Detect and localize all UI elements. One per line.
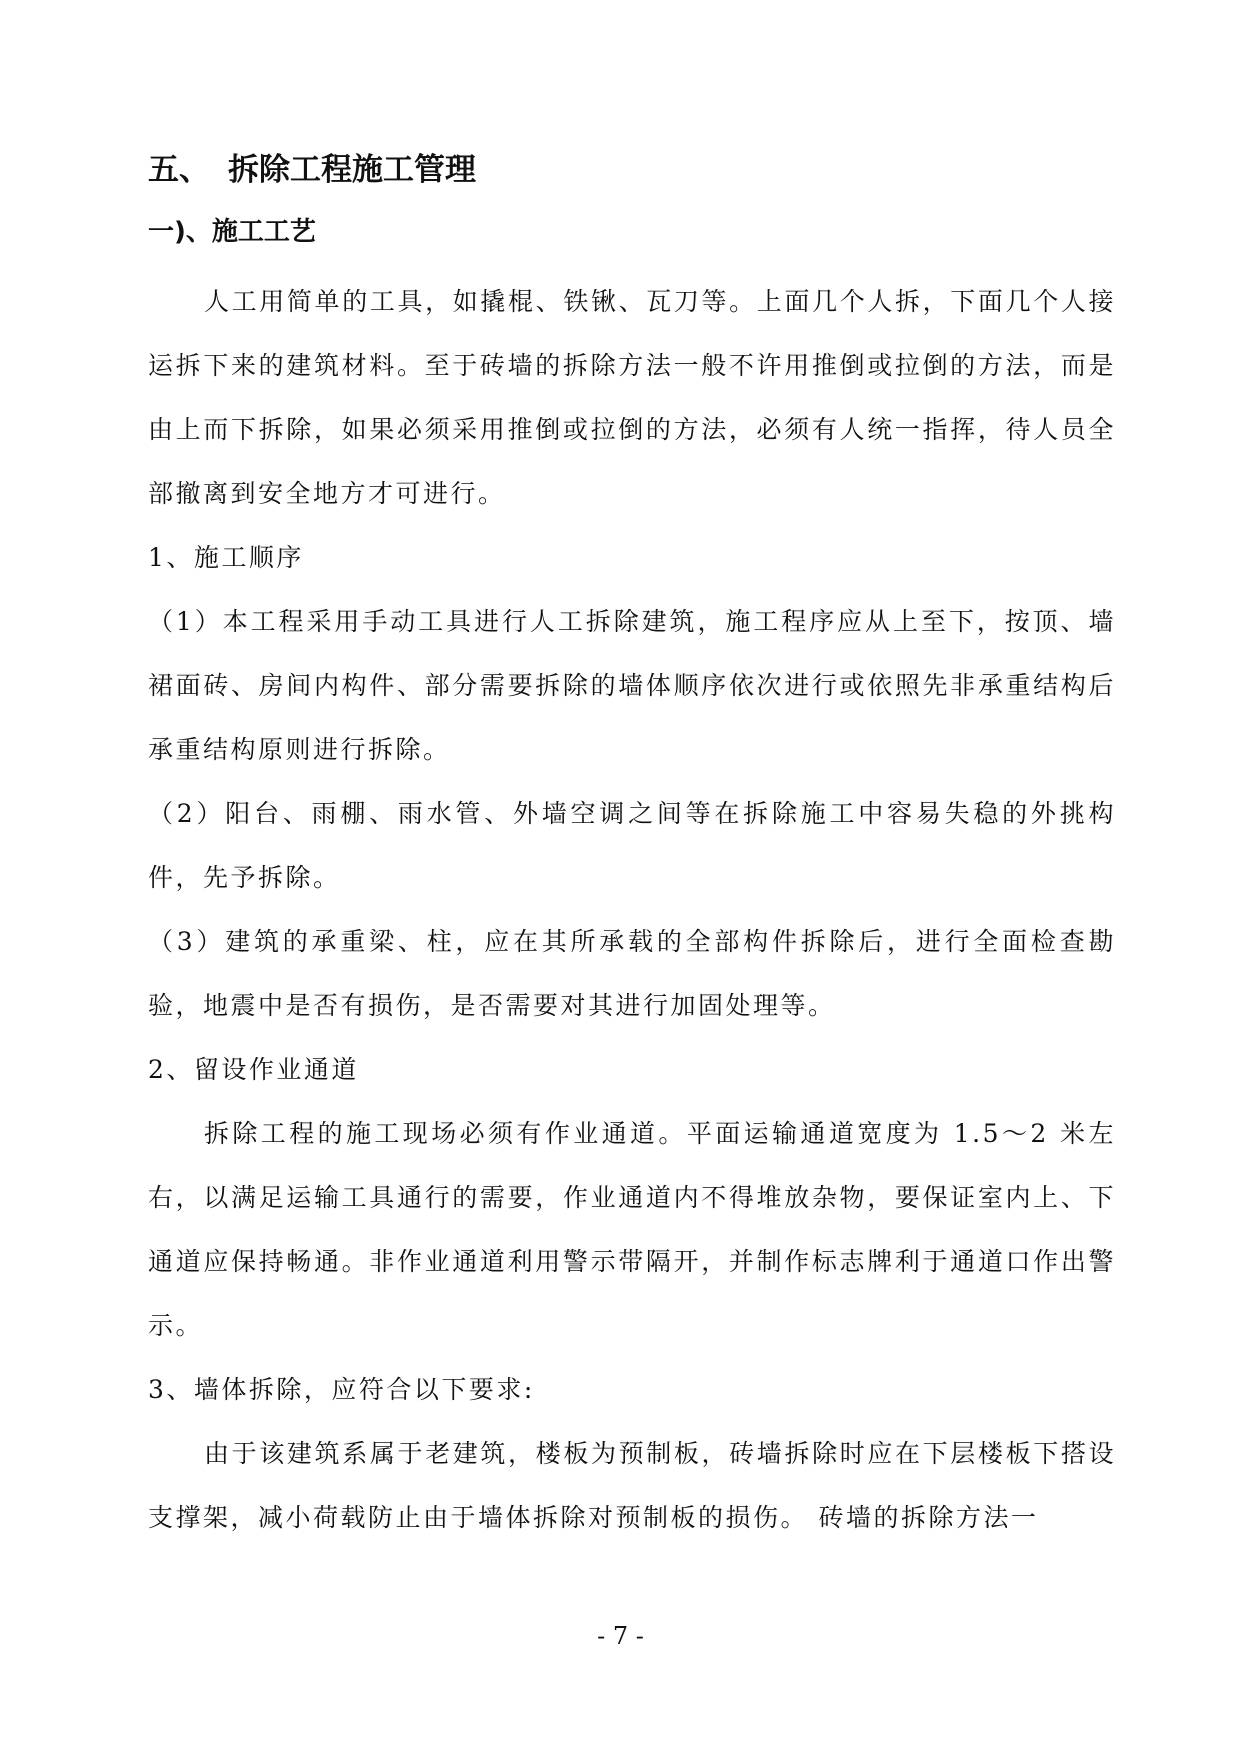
section2-title: 2、留设作业通道 [148,1055,359,1084]
intro-paragraph: 人工用简单的工具，如撬棍、铁锹、瓦刀等。上面几个人拆，下面几个人接运拆下来的建筑材料。至于砖墙的拆除方法一般不许用推倒或拉倒的方法，而是由上而下拆除，如果必须采用推倒或拉倒的方法，必须有人统一指挥，待人员全部撤离到安全地方才可进行。 [148,287,1116,508]
section1-item-3: （3）建筑的承重梁、柱，应在其所承载的全部构件拆除后，进行全面检查勘验，地震中是否有损伤，是否需要对其进行加固处理等。 [148,927,1116,1020]
subsection-heading: 一)、施工工艺 [148,217,316,247]
page-number: - 7 - [597,1622,644,1650]
section2-paragraph: 拆除工程的施工现场必须有作业通道。平面运输通道宽度为 1.5～2 米左右，以满足运输工具通行的需要，作业通道内不得堆放杂物，要保证室内上、下通道应保持畅通。非作业通道利用警示带隔开，并制作标志牌利于通道口作出警示。 [148,1119,1116,1340]
section1-title: 1、施工顺序 [148,543,304,572]
section3-title: 3、墙体拆除，应符合以下要求: [148,1375,535,1404]
section-heading-title: 拆除工程施工管理 [228,152,476,188]
section1-item-2: （2）阳台、雨棚、雨水管、外墙空调之间等在拆除施工中容易失稳的外挑构件，先予拆除。 [148,799,1116,892]
page-content [148,150,1116,1550]
section-heading-number: 五、 [148,152,210,188]
section3-paragraph: 由于该建筑系属于老建筑，楼板为预制板，砖墙拆除时应在下层楼板下搭设支撑架，减小荷载防止由于墙体拆除对预制板的损伤。 砖墙的拆除方法一 [148,1439,1116,1532]
section1-item-1: （1）本工程采用手动工具进行人工拆除建筑，施工程序应从上至下，按顶、墙裙面砖、房间内构件、部分需要拆除的墙体顺序依次进行或依照先非承重结构后承重结构原则进行拆除。 [148,607,1116,764]
section-heading [148,150,1116,190]
